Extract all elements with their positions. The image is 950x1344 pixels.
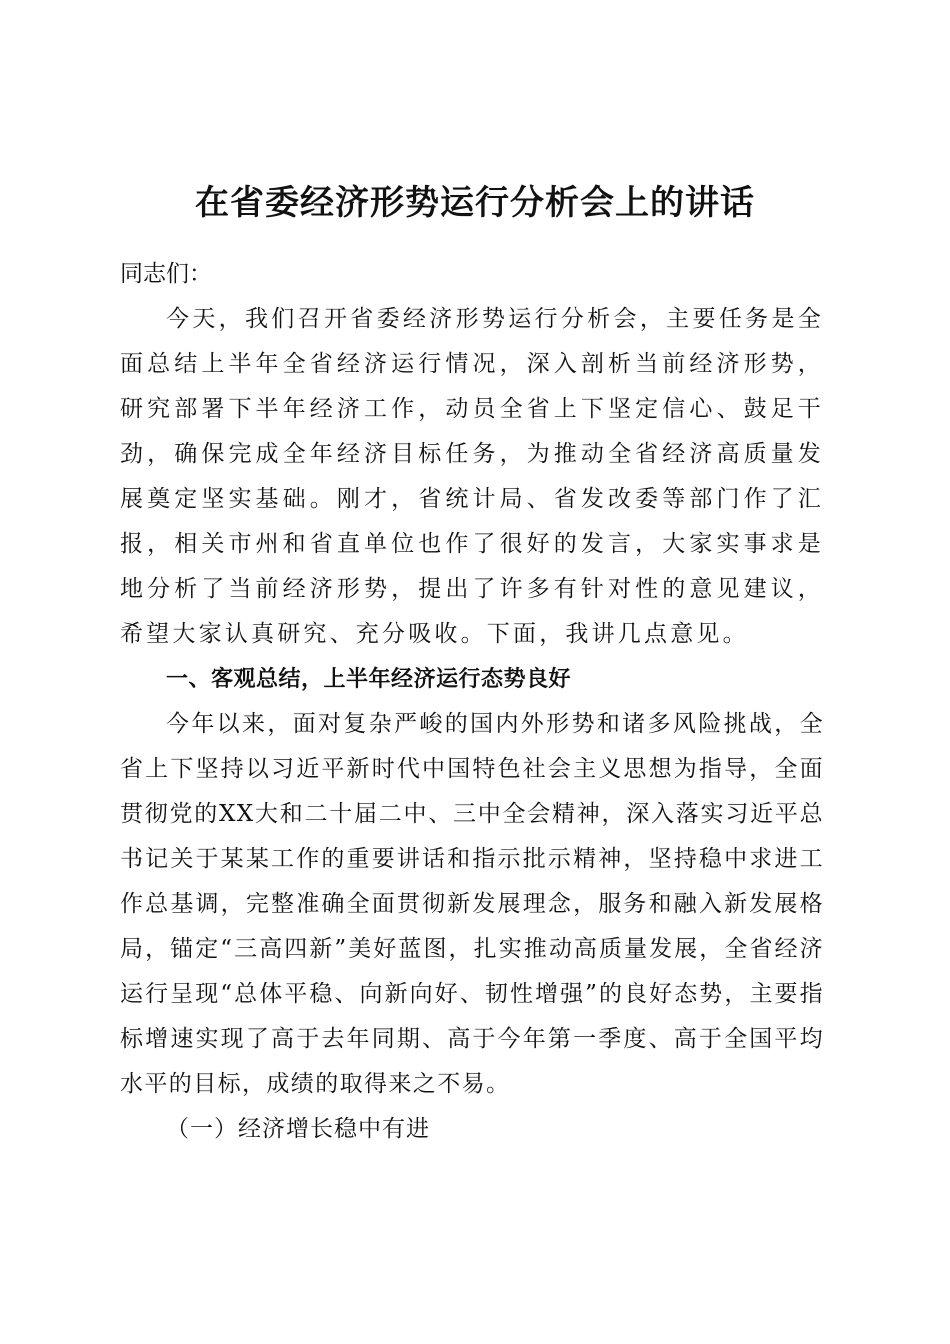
salutation: 同志们： [120,261,212,287]
section-paragraph: 今年以来，面对复杂严峻的国内外形势和诸多风险挑战，全省上下坚持以习近平新时代中国特色社会主义思想为指导，全面贯彻党的XX大和二十届二中、三中全会精神，深入落实习近平总书记关于某某工作的重要讲话和指示批示精神，坚持稳中求进工作总基调，完整准确全面贯彻新发展理念，服务和融入新发展格局，锚定“三高四新”美好蓝图，扎实推动高质量发展，全省经济运行呈现“总体平稳、向新向好、韧性增强”的良好态势，主要指标增速实现了高于去年同期、高于今年第一季度、高于全国平均水平的目标，成绩的取得来之不易。 [120,711,824,1097]
subsection-heading: （一）经济增长稳中有进 [166,1116,430,1142]
section-heading: 一、客观总结，上半年经济运行态势良好 [166,667,572,692]
document-body [120,252,824,1152]
document-title: 在省委经济形势运行分析会上的讲话 [195,183,755,223]
intro-paragraph: 今天，我们召开省委经济形势运行分析会，主要任务是全面总结上半年全省经济运行情况，深入剖析当前经济形势，研究部署下半年经济工作，动员全省上下坚定信心、鼓足干劲，确保完成全年经济目标任务，为推动全省经济高质量发展奠定坚实基础。刚才，省统计局、省发改委等部门作了汇报，相关市州和省直单位也作了很好的发言，大家实事求是地分析了当前经济形势，提出了许多有针对性的意见建议，希望大家认真研究、充分吸收。下面，我讲几点意见。 [120,306,824,647]
